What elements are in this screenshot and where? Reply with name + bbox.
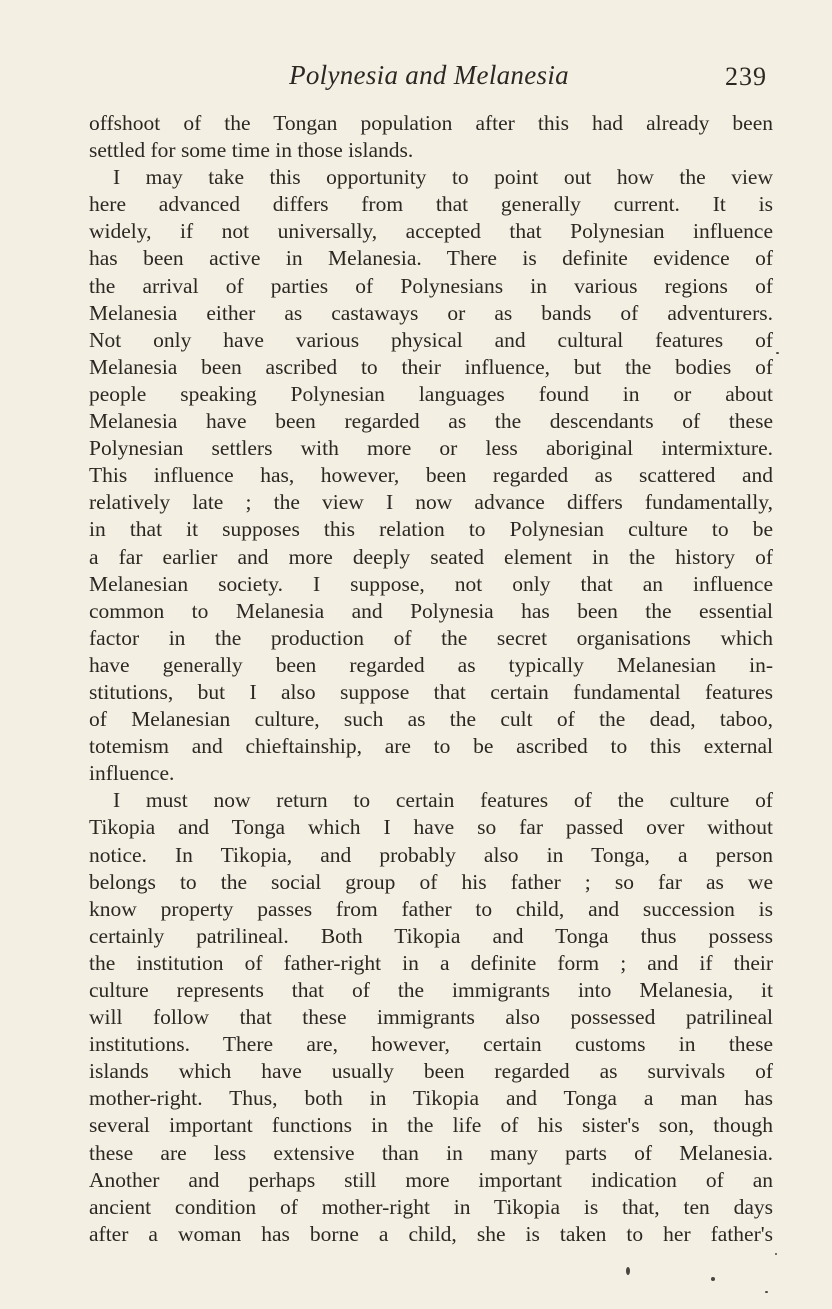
text-line: mother-right. Thus, both in Tikopia and Tonga a man has xyxy=(89,1086,773,1111)
text-line: relatively late ; the view I now advance differs fundamentally, xyxy=(89,490,773,515)
text-line: has been active in Melanesia. There is definite evidence of xyxy=(89,246,773,271)
paragraph-first-line: I may take this opportunity to point out how the view xyxy=(113,165,773,190)
scan-speck xyxy=(776,352,779,354)
text-line: Melanesia have been regarded as the descendants of these xyxy=(89,409,773,434)
paragraph-first-line: I must now return to certain features of the culture of xyxy=(113,788,773,813)
text-line: Not only have various physical and cultural features of xyxy=(89,327,773,352)
text-line: Melanesia either as castaways or as bands of adventurers. xyxy=(89,300,773,325)
text-line: stitutions, but I also suppose that certain fundamental features xyxy=(89,679,773,704)
text-line: institutions. There are, however, certain customs in these xyxy=(89,1032,773,1057)
text-line: have generally been regarded as typically Melanesian in- xyxy=(89,652,773,677)
text-line: settled for some time in those islands. xyxy=(89,138,414,163)
text-line: This influence has, however, been regarded as scattered and xyxy=(89,463,773,488)
text-line: factor in the production of the secret organisations which xyxy=(89,625,773,650)
text-line: certainly patrilineal. Both Tikopia and Tonga thus possess xyxy=(89,923,773,948)
text-line: Tikopia and Tonga which I have so far passed over without xyxy=(89,815,773,840)
text-line: notice. In Tikopia, and probably also in Tonga, a person xyxy=(89,842,773,867)
text-line: ancient condition of mother-right in Tikopia is that, ten days xyxy=(89,1194,773,1219)
text-line: will follow that these immigrants also possessed patrilineal xyxy=(89,1005,773,1030)
text-line: of Melanesian culture, such as the cult of the dead, taboo, xyxy=(89,707,773,732)
scan-speck xyxy=(775,1253,777,1255)
text-line: a far earlier and more deeply seated element in the history of xyxy=(89,544,773,569)
text-line: offshoot of the Tongan population after this had already been xyxy=(89,111,773,135)
text-line: Melanesian society. I suppose, not only that an influence xyxy=(89,571,773,596)
body-text xyxy=(89,110,773,1248)
text-line: culture represents that of the immigrants into Melanesia, it xyxy=(89,978,773,1002)
text-line: common to Melanesia and Polynesia has been the essential xyxy=(89,598,773,623)
text-line: the institution of father-right in a definite form ; and if their xyxy=(89,950,773,975)
running-title: Polynesia and Melanesia xyxy=(289,60,569,90)
text-line: know property passes from father to child, and succession is xyxy=(89,896,773,921)
text-line: Polynesian settlers with more or less aboriginal intermixture. xyxy=(89,436,773,461)
running-head xyxy=(89,56,769,96)
text-line: Melanesia been ascribed to their influence, but the bodies of xyxy=(89,354,773,379)
text-line: Another and perhaps still more important indication of an xyxy=(89,1167,773,1192)
text-line: these are less extensive than in many parts of Melanesia. xyxy=(89,1140,773,1165)
scan-speck xyxy=(765,1291,768,1293)
text-line: in that it supposes this relation to Polynesian culture to be xyxy=(89,517,773,542)
text-line: belongs to the social group of his father ; so far as we xyxy=(89,869,773,894)
text-line: influence. xyxy=(89,761,175,786)
scan-speck xyxy=(626,1267,630,1275)
text-line: several important functions in the life of his sister's son, though xyxy=(89,1113,773,1138)
scan-speck xyxy=(711,1277,715,1281)
text-line: after a woman has borne a child, she is taken to her father's xyxy=(89,1221,773,1246)
text-line: the arrival of parties of Polynesians in various regions of xyxy=(89,273,773,298)
text-line: totemism and chieftainship, are to be ascribed to this external xyxy=(89,734,773,759)
text-line: people speaking Polynesian languages found in or about xyxy=(89,381,773,406)
page-number: 239 xyxy=(725,62,767,91)
text-line: here advanced differs from that generally current. It is xyxy=(89,192,773,217)
text-line: widely, if not universally, accepted that Polynesian influence xyxy=(89,219,773,244)
text-line: islands which have usually been regarded as survivals of xyxy=(89,1059,773,1084)
